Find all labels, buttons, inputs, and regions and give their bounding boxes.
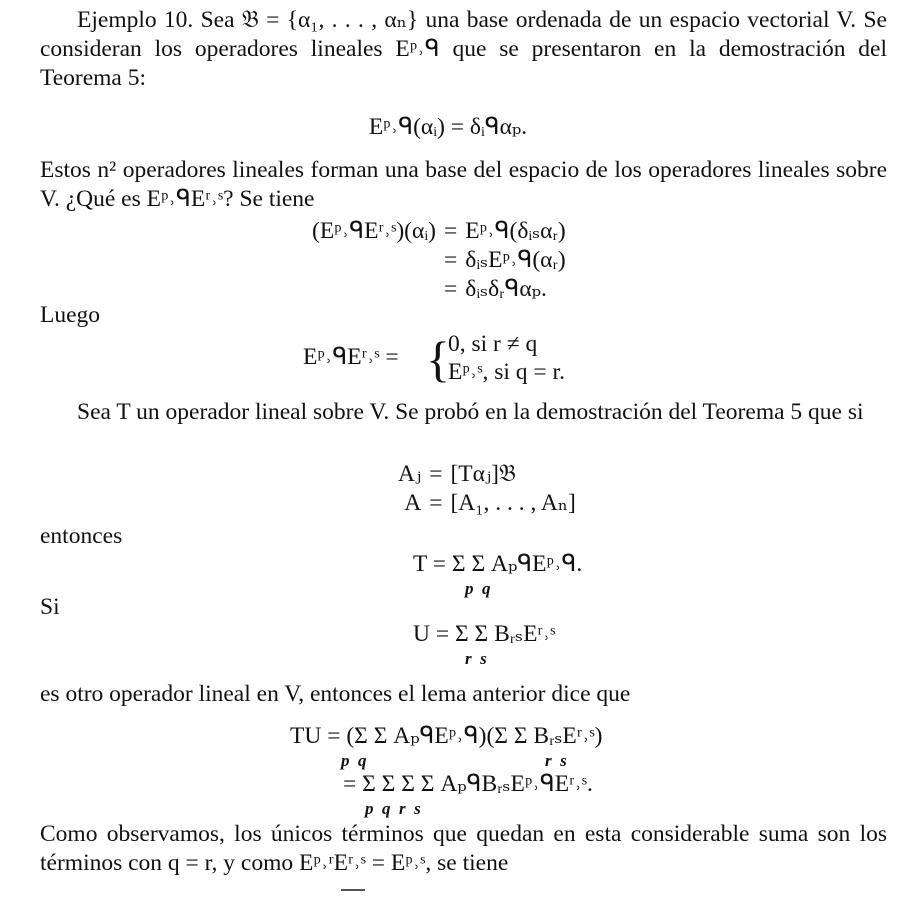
equation-lhs: (Eᵖ˒ᑫEʳ˒ˢ)(αᵢ) — [312, 218, 436, 244]
equation-rhs: Eᵖ˒ᑫ(δᵢₛαᵣ) — [465, 218, 566, 244]
equation-cases-lhs: Eᵖ˒ᑫEʳ˒ˢ = — [303, 344, 399, 370]
summation-indices: p q r s — [365, 799, 421, 818]
equation-case-1: 0, si r ≠ q — [448, 331, 538, 357]
summation-indices: r s — [545, 751, 567, 770]
equation-product-derivation — [312, 217, 566, 304]
equation-u-expansion: U = Σ Σ BᵣₛEʳ˒ˢ — [413, 621, 556, 647]
equation-tu-expanded: = Σ Σ Σ Σ AₚᑫBᵣₛEᵖ˒ᑫEʳ˒ˢ. — [343, 771, 593, 797]
equation-lhs: Aⱼ — [398, 461, 422, 487]
left-brace: { — [426, 331, 450, 387]
equation-case-2: Eᵖ˒ˢ, si q = r. — [448, 359, 565, 385]
word-entonces: entonces — [40, 523, 123, 549]
equation-row — [398, 460, 576, 489]
equation-rhs: δᵢₛδᵣᑫαₚ. — [465, 276, 547, 302]
summation-indices: r s — [465, 649, 487, 668]
equation-lhs — [312, 246, 436, 275]
word-si: Si — [40, 594, 60, 620]
summation-indices: p q — [465, 579, 491, 598]
equation-basis-operator: Eᵖ˒ᑫ(αᵢ) = δᵢᑫαₚ. — [368, 114, 528, 140]
equation-row — [312, 217, 566, 246]
equation-row — [398, 489, 576, 518]
equation-relation: = — [444, 218, 458, 244]
equation-rhs: [A₁, . . . , Aₙ] — [450, 490, 576, 516]
equation-relation: = — [429, 461, 443, 487]
paragraph-operators-basis: Estos n² operadores lineales forman una base del espacio de los operadores lineales sobre V. ¿Qué es Eᵖ˒ᑫEʳ˒ˢ? Se tiene — [40, 157, 887, 212]
equation-rhs: [Tαⱼ]𝔅 — [450, 461, 516, 487]
paragraph-operator-t: Sea T un operador lineal sobre V. Se probó en la demostración del Teorema 5 que si — [77, 399, 864, 425]
equation-tu-product: TU = (Σ Σ AₚᑫEᵖ˒ᑫ)(Σ Σ BᵣₛEʳ˒ˢ) — [290, 723, 603, 749]
paragraph-conclusion: Como observamos, los únicos términos que quedan en esta considerable suma son los términos con q = r, y como Eᵖ˒ʳEʳ˒ˢ = Eᵖ˒ˢ, se tiene — [40, 821, 887, 876]
summation-indices: p q — [341, 751, 367, 770]
equation-row — [312, 275, 566, 304]
equation-matrix-columns — [398, 460, 576, 518]
equation-relation: = — [444, 276, 458, 302]
equation-lhs — [312, 275, 436, 304]
equation-rhs: δᵢₛEᵖ˒ᑫ(αᵣ) — [465, 247, 566, 273]
equation-row — [312, 246, 566, 275]
equation-relation: = — [444, 247, 458, 273]
cropped-next-line — [341, 889, 365, 891]
equation-relation: = — [429, 490, 443, 516]
equation-lhs: A — [404, 490, 422, 516]
paragraph-example-10: Ejemplo 10. Sea 𝔅 = {α₁, . . . , αₙ} una base ordenada de un espacio vectorial V. Se consideran los operadores lineales Eᵖ˒ᑫ que se presentaron en la demostración del Teorema 5: — [40, 7, 887, 91]
paragraph-another-operator: es otro operador lineal en V, entonces el lema anterior dice que — [40, 681, 631, 707]
word-luego: Luego — [40, 302, 101, 328]
equation-t-expansion: T = Σ Σ AₚᑫEᵖ˒ᑫ. — [413, 551, 583, 577]
